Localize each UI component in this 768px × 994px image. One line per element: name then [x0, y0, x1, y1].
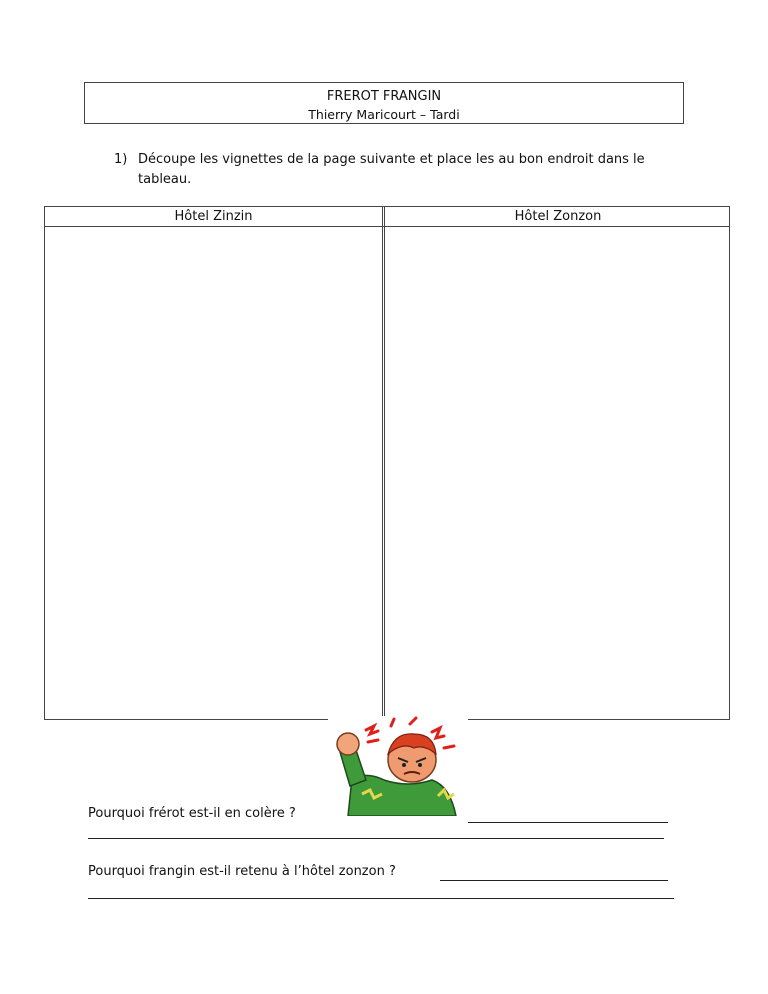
column-header-zinzin: Hôtel Zinzin [174, 209, 253, 224]
answer-line-2a[interactable] [440, 880, 668, 881]
question-2: Pourquoi frangin est-il retenu à l’hôtel zonzon ? [88, 864, 396, 879]
answer-line-1b[interactable] [88, 838, 664, 839]
question-1: Pourquoi frérot est-il en colère ? [88, 806, 296, 821]
angry-boy-illustration [328, 716, 468, 816]
column-header-zonzon: Hôtel Zonzon [514, 209, 602, 224]
book-title: FREROT FRANGIN [326, 89, 442, 104]
title-box [84, 82, 684, 124]
table-column-divider-2 [384, 207, 385, 719]
table-column-divider [382, 207, 383, 719]
answer-line-1a[interactable] [468, 822, 668, 823]
table-header-divider [45, 226, 729, 227]
angry-boy-icon [328, 716, 468, 816]
instruction-text: Découpe les vignettes de la page suivante et place les au bon endroit dans le tableau. [138, 152, 645, 187]
hotel-table [44, 206, 730, 720]
book-authors: Thierry Maricourt – Tardi [308, 107, 460, 122]
instruction-number: 1) [114, 152, 128, 167]
answer-line-2b[interactable] [88, 898, 674, 899]
